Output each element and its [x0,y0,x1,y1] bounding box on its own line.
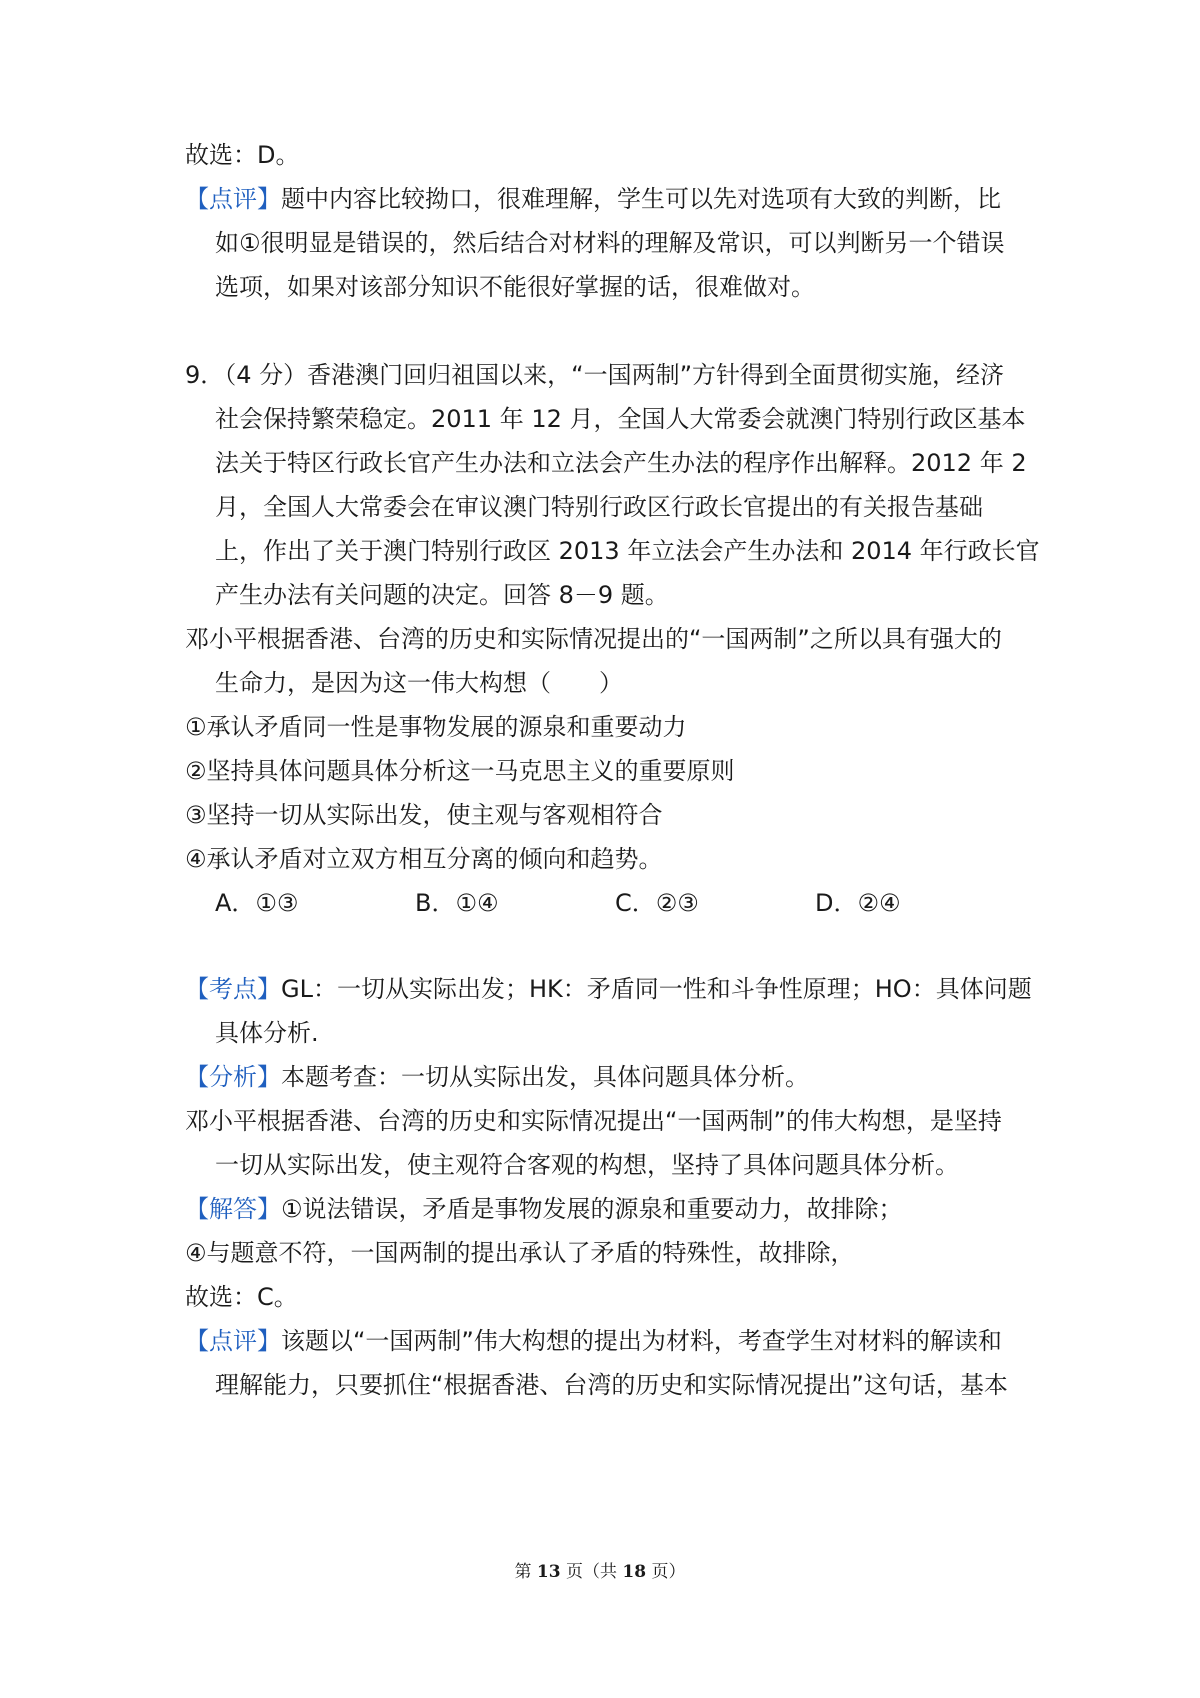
q9-option-d: D．②④ [815,889,901,917]
fenxi-body-line-2: 一切从实际出发，使主观符合客观的构想，坚持了具体问题具体分析。 [215,1151,959,1179]
jieda-text: ①说法错误，矛盾是事物发展的源泉和重要动力，故排除； [281,1195,903,1223]
kaodian-line-1 [185,974,1032,1004]
jieda-line [185,1194,903,1224]
q9-option-b: B．①④ [415,889,499,917]
answer-line-c: 故选：C。 [185,1283,298,1311]
comment-line-1 [185,184,1001,214]
q9-stem-line-2: 社会保持繁荣稳定。2011 年 12 月，全国人大常委会就澳门特别行政区基本 [215,405,1026,433]
q9-statement-1: ①承认矛盾同一性是事物发展的源泉和重要动力 [185,713,687,741]
fenxi-tag: 【分析】 [185,1063,281,1091]
fenxi-body-line-1: 邓小平根据香港、台湾的历史和实际情况提出“一国两制”的伟大构想，是坚持 [185,1107,1002,1135]
comment-text-1: 题中内容比较拗口，很难理解，学生可以先对选项有大致的判断，比 [281,185,1001,213]
jieda-tag: 【解答】 [185,1195,281,1223]
q9-option-a: A．①③ [215,889,299,917]
q9-option-c: C．②③ [615,889,699,917]
page-footer [0,1560,1200,1584]
jieda-line-2: ④与题意不符，一国两制的提出承认了矛盾的特殊性，故排除， [185,1239,855,1267]
kaodian-line-2: 具体分析. [215,1019,319,1047]
q9-question-line-1: 邓小平根据香港、台湾的历史和实际情况提出的“一国两制”之所以具有强大的 [185,625,1002,653]
answer-line-d: 故选：D。 [185,141,300,169]
footer-suffix: 页） [646,1562,686,1582]
dianping-tag: 【点评】 [185,1327,281,1355]
comment-line-2: 如①很明显是错误的，然后结合对材料的理解及常识，可以判断另一个错误 [215,229,1005,257]
q9-statement-3: ③坚持一切从实际出发，使主观与客观相符合 [185,801,663,829]
q9-statement-4: ④承认矛盾对立双方相互分离的倾向和趋势。 [185,845,663,873]
footer-total-pages: 18 [622,1562,647,1582]
dianping-line-1 [185,1326,1002,1356]
comment-line-3: 选项，如果对该部分知识不能很好掌握的话，很难做对。 [215,273,815,301]
footer-prefix: 第 [514,1562,537,1582]
fenxi-line [185,1062,809,1092]
kaodian-tag: 【考点】 [185,975,281,1003]
footer-middle: 页（共 [560,1562,623,1582]
q9-stem-line-6: 产生办法有关问题的决定。回答 8－9 题。 [215,581,669,609]
q9-stem-line-5: 上，作出了关于澳门特别行政区 2013 年立法会产生办法和 2014 年行政长官 [215,537,1040,565]
q9-stem-line-3: 法关于特区行政长官产生办法和立法会产生办法的程序作出解释。2012 年 2 [215,449,1027,477]
q9-stem-line-4: 月，全国人大常委会在审议澳门特别行政区行政长官提出的有关报告基础 [215,493,983,521]
q9-stem-line-1: 9．（4 分）香港澳门回归祖国以来，“一国两制”方针得到全面贯彻实施，经济 [185,361,1005,389]
fenxi-text: 本题考查：一切从实际出发，具体问题具体分析。 [281,1063,809,1091]
dianping-line-2: 理解能力，只要抓住“根据香港、台湾的历史和实际情况提出”这句话，基本 [215,1371,1008,1399]
q9-question-line-2: 生命力，是因为这一伟大构想（ ） [215,669,623,697]
q9-statement-2: ②坚持具体问题具体分析这一马克思主义的重要原则 [185,757,735,785]
footer-page-number: 13 [536,1562,561,1582]
kaodian-text-1: GL：一切从实际出发；HK：矛盾同一性和斗争性原理；HO：具体问题 [281,975,1032,1003]
comment-tag: 【点评】 [185,185,281,213]
dianping-text-1: 该题以“一国两制”伟大构想的提出为材料，考查学生对材料的解读和 [281,1327,1002,1355]
